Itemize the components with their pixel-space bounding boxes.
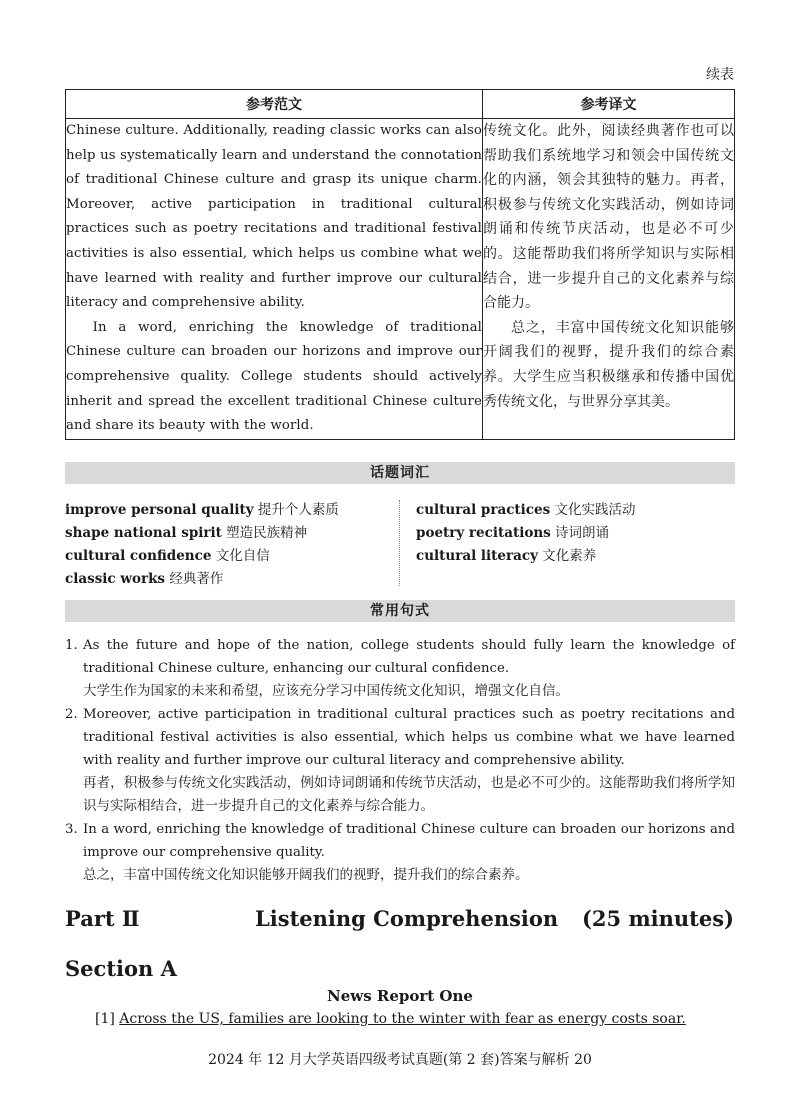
vocab-item: cultural practices 文化实践活动 <box>416 502 636 518</box>
part-title: Listening Comprehension <box>255 906 559 931</box>
section-title: Section A <box>65 956 177 981</box>
vocab-list-right <box>416 499 736 568</box>
vocab-item: poetry recitations 诗词朗诵 <box>416 525 610 541</box>
vocab-divider <box>399 500 400 586</box>
col-header-translation: 参考译文 <box>483 90 735 119</box>
sentences-section-bar: 常用句式 <box>65 600 735 622</box>
sample-essay-cell <box>66 119 483 440</box>
page-footer: 2024 年 12 月大学英语四级考试真题(第 2 套)答案与解析 20 <box>208 1052 592 1068</box>
part-label: Part Ⅱ <box>65 906 140 931</box>
essay-paragraph-1: Chinese culture. Additionally, reading classic works can also help us systematically learn and understand the connotation of traditional Chinese culture and grasp its unique charm. Moreover, active participation in traditional cultural practices such as poetry recitations and traditional festival activities is also essential, which helps us combine what we have learned with reality and further improve our cultural literacy and comprehensive ability. <box>66 123 482 311</box>
vocab-item: cultural confidence 文化自信 <box>65 548 270 564</box>
vocab-section-bar: 话题词汇 <box>65 462 735 484</box>
vocab-item: classic works 经典著作 <box>65 571 224 587</box>
sentence-item: 3. In a word, enriching the knowledge of traditional Chinese culture can broaden our horizons and improve our comprehensive quality. 总之，丰富中国传统文化知识能够开阔我们的视野，提升我们的综合素养。 <box>65 818 735 887</box>
vocab-item: shape national spirit 塑造民族精神 <box>65 525 308 541</box>
sentence-cn: 大学生作为国家的未来和希望，应该充分学习中国传统文化知识，增强文化自信。 <box>83 683 569 699</box>
sentence-item: 1. As the future and hope of the nation, college students should fully learn the knowledge of traditional Chinese culture, enhancing our cultural confidence. 大学生作为国家的未来和希望，应该充分学习中国传统文化知识，增强文化自信。 <box>65 634 735 703</box>
news-report-title: News Report One <box>327 987 473 1005</box>
sentence-list <box>65 634 735 887</box>
reference-table <box>65 89 735 440</box>
translation-paragraph-2: 总之，丰富中国传统文化知识能够开阔我们的视野，提升我们的综合素养。大学生应当积极继承和传播中国优秀传统文化，与世界分享其美。 <box>483 319 734 410</box>
sentence-en: As the future and hope of the nation, college students should fully learn the knowledge of traditional Chinese culture, enhancing our cultural confidence. <box>83 638 735 676</box>
sentence-cn: 总之，丰富中国传统文化知识能够开阔我们的视野，提升我们的综合素养。 <box>83 867 529 883</box>
essay-paragraph-2: In a word, enriching the knowledge of traditional Chinese culture can broaden our horizons and improve our comprehensive quality. College students should actively inherit and spread the excellent traditional Chinese culture and share its beauty with the world. <box>66 319 482 434</box>
underlined-answer: Across the US, families are looking to the winter with fear as energy costs soar. <box>119 1011 686 1027</box>
continued-label: 续表 <box>706 67 734 83</box>
sentence-cn: 再者，积极参与传统文化实践活动，例如诗词朗诵和传统节庆活动，也是必不可少的。这能帮助我们将所学知识与实际相结合，进一步提升自己的文化素养与综合能力。 <box>83 775 735 814</box>
vocab-item: cultural literacy 文化素养 <box>416 548 597 564</box>
vocab-list-left <box>65 499 395 591</box>
transcript-line: [1] Across the US, families are looking to the winter with fear as energy costs soar. <box>95 1011 686 1027</box>
sentence-en: Moreover, active participation in traditional cultural practices such as poetry recitations and traditional festival activities is also essential, which helps us combine what we have learned with reality and further improve our cultural literacy and comprehensive ability. <box>83 707 735 768</box>
col-header-sample-essay: 参考范文 <box>66 90 483 119</box>
part-time: (25 minutes) <box>581 906 734 931</box>
translation-paragraph-1: 传统文化。此外，阅读经典著作也可以帮助我们系统地学习和领会中国传统文化的内涵，领会其独特的魅力。再者，积极参与传统文化实践活动，例如诗词朗诵和传统节庆活动，也是必不可少的。这能帮助我们将所学知识与实际相结合，进一步提升自己的文化素养与综合能力。 <box>483 123 734 312</box>
translation-cell <box>483 119 735 440</box>
sentence-en: In a word, enriching the knowledge of traditional Chinese culture can broaden our horizons and improve our comprehensive quality. <box>83 822 735 860</box>
vocab-item: improve personal quality 提升个人素质 <box>65 502 339 518</box>
sentence-item: 2. Moreover, active participation in traditional cultural practices such as poetry recitations and traditional festival activities is also essential, which helps us combine what we have learned with reality and further improve our cultural literacy and comprehensive ability. 再者，积极参与传统文化实践活动，例如诗词朗诵和传统节庆活动，也是必不可少的。这能帮助我们将所学知识与实际相结合，进一步提升自己的文化素养与综合能力。 <box>65 703 735 818</box>
